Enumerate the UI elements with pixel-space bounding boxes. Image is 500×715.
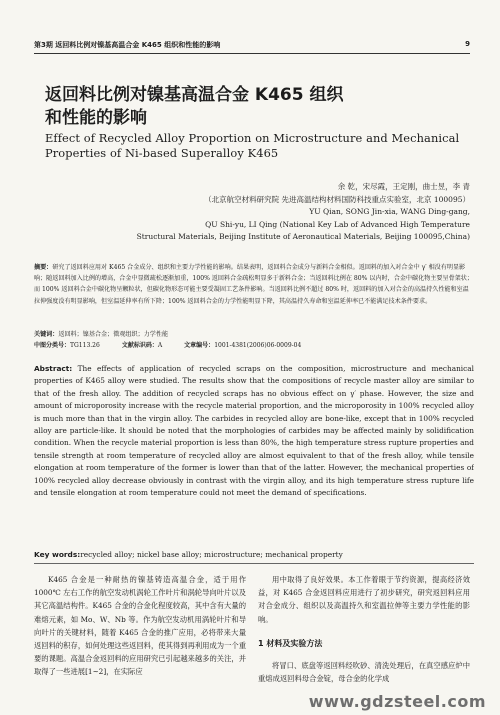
page-number: 9 — [465, 40, 470, 48]
document-code — [122, 340, 162, 351]
keywords-en-text: recycled alloy; nickel base alloy; microstructure; mechanical property — [80, 550, 343, 559]
doc-code-label: 文献标识码： — [121, 342, 158, 350]
author-names-en-1: YU Qian, SONG Jin-xia, WANG Ding-gang, — [309, 207, 470, 217]
doc-code-value: A — [157, 342, 163, 350]
abstract-en-text: The effects of application of recycled scraps on the composition, microstructure and mechanical properties of K465 alloy were studied. The results show that the compositions of recycle master alloy are similar to that of the fresh alloy. The addition of recycled scraps has no obvious effect on γ′ phase. However, the size and amount of microporosity increase with the recycle material proportion, and the microporosity in 100% recycled alloy is much more than that in the virgin alloy. The carbides in recycled alloy are bone-like, except that in 100% recycled alloy are particle-like. It should be noted that the morphologies of carbides may be affected mainly by solidification condition. When the recycle material proportion is less than 80%, the high temperature stress rupture properties and tensile strength at room temperature of recycled alloy are almost equivalent to that of the fresh alloy, while tensile elongation at room temperature of the former is lower than that of the latter. However, the mechanical properties of 100% recycled alloy decrease obviously in contrast with the virgin alloy, and its high temperature stress rupture life and tensile elongation at room temperature could not meet the demand of specifications. — [34, 364, 474, 498]
article-title-en — [45, 131, 475, 161]
title-en-line-2: Properties of Ni-based Superalloy K465 — [45, 146, 279, 160]
abstract-en-label: Abstract: — [34, 364, 73, 373]
article-no-value: 1001-4381(2006)06-0009-04 — [214, 342, 302, 350]
header-rule — [34, 53, 470, 54]
abstract-cn-block — [34, 262, 474, 351]
keywords-en-label: Key words: — [34, 550, 81, 559]
running-head — [34, 40, 470, 52]
intro-paragraph-1: K465 合金是一种耐热的镍基铸造高温合金，适于用作 1000℃ 左右工作的航空发动机涡轮工作叶片和涡轮导向叶片以及其它高温结构件。K465 合金的合金化程度较高，其中含有大量的难熔元素，如 Mo、W、Nb 等。作为航空发动机用涡轮叶片和导向叶片的关键材料，随着 K465 合金的推广应用，必将带来大量返回料的积存，如何处理这些返回料，使其得到再利用成为一个重要的课题。高温合金返回料的应用研究已引起越来越多的关注，并取得了一些进展[1~2]，在实际应 — [34, 575, 246, 677]
abstract-cn-text: 研究了返回料应用对 K465 合金成分、组织和主要力学性能的影响。结果表明，返回料合金成分与新料合金相似。返回料的加入对合金中 γ′ 相没有明显影响；随返回料加入比例的增高，合金中显微疏松逐渐加重，100% 返回料合金疏松明显多于新料合金；当返回料比例在 80% 以内时，合金中碳化物主要呈骨架状；而 100% 返回料合金中碳化物呈颗粒状，但碳化物形态可能主要受凝固工艺条件影响。当返回料比例不超过 80% 时，返回料的加入对合金的高温持久性能和室温拉伸强度没有明显影响，但室温延伸率有所下降；100% 返回料合金的力学性能明显下降，其高温持久寿命和室温延伸率已不能满足技术条件要求。 — [34, 264, 473, 305]
clc-number — [34, 340, 100, 351]
keywords-en — [34, 549, 474, 561]
running-title: 第3期 返回料比例对镍基高温合金 K465 组织和性能的影响 — [34, 41, 221, 49]
title-en-line-1: Effect of Recycled Alloy Proportion on Microstructure and Mechanical — [45, 131, 460, 145]
abstract-rule — [34, 563, 474, 564]
keywords-cn-label: 关键词： — [34, 331, 59, 338]
title-cn-line-2: 和性能的影响 — [45, 108, 147, 128]
classification-line — [34, 340, 474, 351]
affiliation-en: Structural Materials, Beijing Institute of Aeronautical Materials, Beijing 100095,China) — [136, 232, 470, 242]
watermark: www.gdzsteel.com — [308, 692, 486, 711]
methods-paragraph: 将冒口、底盘等返回料经吹砂、清洗处理后，在真空感应炉中重熔成返回料母合金锭，母合金的化学成 — [258, 661, 470, 684]
article-no-label: 文章编号： — [184, 342, 215, 350]
author-block — [30, 181, 470, 244]
section-heading: 1 材料及实验方法 — [258, 638, 323, 648]
article-number — [184, 340, 301, 351]
author-names-cn: 余 乾，宋尽霞，王定刚，曲士昱，李 青 — [337, 182, 470, 191]
body-column-right — [258, 573, 470, 701]
title-cn-line-1: 返回料比例对镍基高温合金 K465 组织 — [45, 85, 344, 105]
article-title-cn — [45, 84, 465, 130]
clc-label: 中图分类号： — [34, 342, 71, 350]
author-names-en-2: QU Shi-yu, LI Qing (National Key Lab of Advanced High Temperature — [205, 219, 470, 229]
intro-paragraph-2: 用中取得了良好效果。本工作着眼于节约资源，提高经济效益，对 K465 合金返回料应用进行了初步研究，研究返回料应用对合金成分、组织以及高温持久和室温拉伸等主要力学性能的影响。 — [258, 575, 470, 624]
clc-value: TG113.26 — [70, 342, 100, 350]
affiliation-cn: （北京航空材料研究院 先进高温结构材料国防科技重点实验室，北京 100095） — [204, 194, 470, 204]
keywords-cn — [34, 329, 474, 340]
abstract-cn — [34, 262, 474, 329]
abstract-cn-label: 摘要： — [34, 264, 53, 271]
keywords-cn-text: 返回料；镍基合金；微观组织；力学性能 — [58, 331, 169, 338]
body-column-left — [34, 573, 246, 701]
abstract-en — [34, 363, 474, 549]
